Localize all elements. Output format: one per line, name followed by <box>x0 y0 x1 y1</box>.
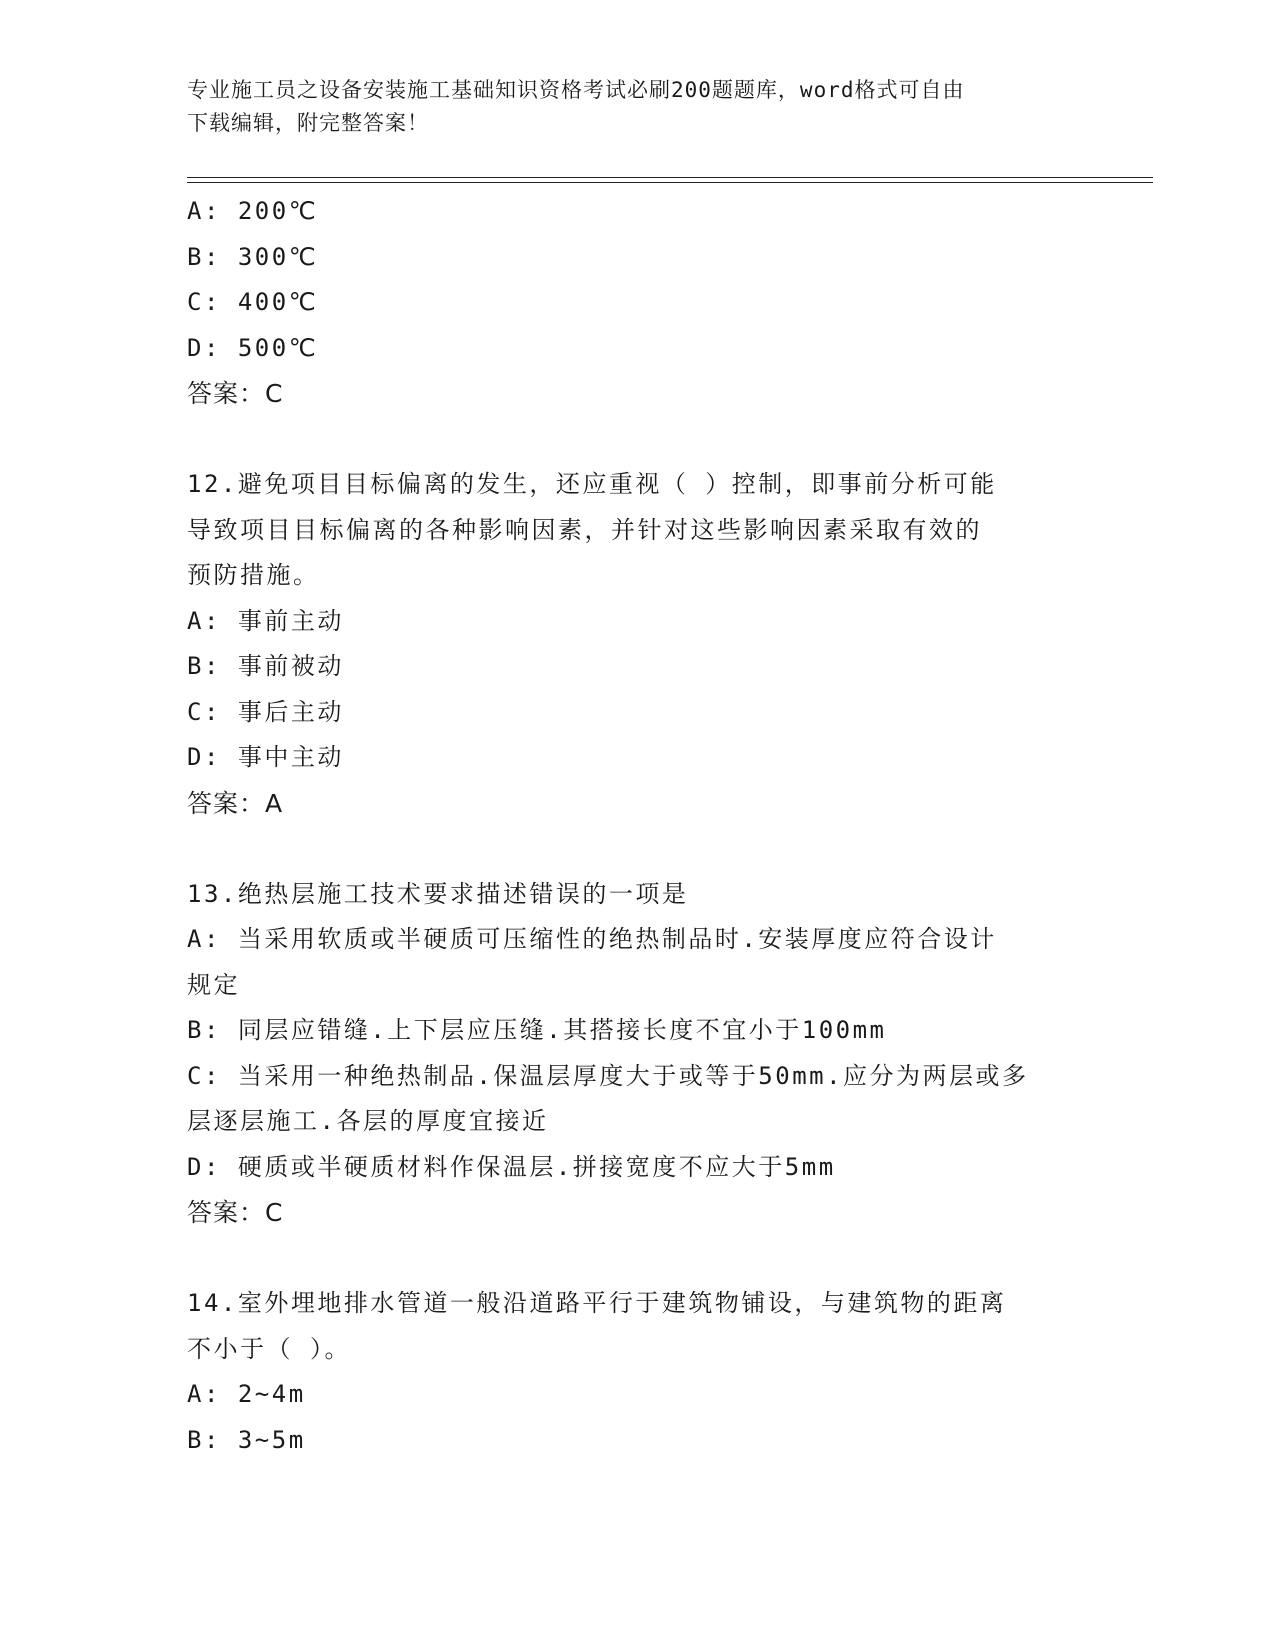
option-a-continued: 规定 <box>187 970 240 999</box>
document-header <box>187 74 1067 140</box>
option-c: C: 事后主动 <box>187 697 344 726</box>
option-b: B: 300℃ <box>187 242 319 271</box>
answer: 答案：A <box>187 788 284 818</box>
option-a: A: 事前主动 <box>187 606 344 635</box>
question-list <box>187 189 1087 1463</box>
question-stem-line: 不小于（ ）。 <box>187 1334 351 1363</box>
header-title-line-2: 下载编辑，附完整答案！ <box>187 111 429 135</box>
option-b: B: 事前被动 <box>187 652 344 680</box>
option-d: D: 事中主动 <box>187 743 344 771</box>
question-stem-line: 13.绝热层施工技术要求描述错误的一项是 <box>187 879 689 908</box>
question-stem-line: 导致项目目标偏离的各种影响因素，并针对这些影响因素采取有效的 <box>187 515 982 544</box>
question-stem-line: 预防措施。 <box>187 561 320 589</box>
header-divider-bottom <box>187 182 1153 183</box>
option-a: A: 当采用软质或半硬质可压缩性的绝热制品时.安装厚度应符合设计 <box>187 925 997 953</box>
option-b: B: 3~5m <box>187 1425 306 1454</box>
option-d: D: 500℃ <box>187 333 319 362</box>
question-12 <box>187 462 1087 826</box>
option-b: B: 同层应错缝.上下层应压缝.其搭接长度不宜小于100mm <box>187 1016 887 1044</box>
option-a: A: 2~4m <box>187 1380 306 1408</box>
header-title-line-1: 专业施工员之设备安装施工基础知识资格考试必刷200题题库，word格式可自由 <box>187 78 965 102</box>
option-c-continued: 层逐层施工.各层的厚度宜接近 <box>187 1107 549 1135</box>
question-11 <box>187 189 1087 417</box>
header-divider-top <box>187 177 1153 178</box>
spacer <box>187 1236 1087 1282</box>
question-stem-line: 14.室外埋地排水管道一般沿道路平行于建筑物铺设，与建筑物的距离 <box>187 1289 1007 1317</box>
spacer <box>187 417 1087 463</box>
answer: 答案：C <box>187 379 284 408</box>
option-c: C: 400℃ <box>187 288 319 316</box>
question-14 <box>187 1281 1087 1463</box>
option-d: D: 硬质或半硬质材料作保温层.拼接宽度不应大于5mm <box>187 1152 836 1181</box>
spacer <box>187 826 1087 872</box>
question-stem-line: 12.避免项目目标偏离的发生，还应重视（ ）控制，即事前分析可能 <box>187 470 997 498</box>
option-a: A: 200℃ <box>187 197 319 225</box>
answer: 答案：C <box>187 1198 284 1227</box>
option-c: C: 当采用一种绝热制品.保温层厚度大于或等于50mm.应分为两层或多 <box>187 1061 1029 1090</box>
question-13 <box>187 872 1087 1236</box>
